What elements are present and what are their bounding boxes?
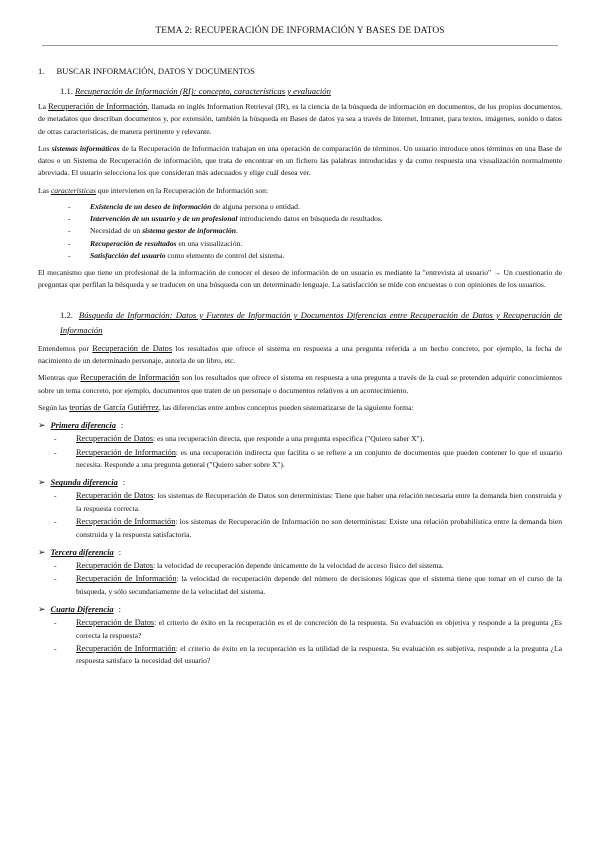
paragraph-recuperacion-datos bbox=[38, 343, 562, 368]
text-run: Los bbox=[38, 143, 52, 153]
diff-text: : el criterio de éxito en la recuperación es el de concreción de la respuesta. Su evaluación es objetiva y responde a la pregunta ¿Es correcta la respuesta? bbox=[76, 618, 562, 640]
text-run: Según las bbox=[38, 402, 70, 412]
bold-term: sistemas informáticos bbox=[51, 143, 120, 153]
diff-term: Recuperación de Información bbox=[76, 574, 177, 584]
subsection-title: Recuperación de Información (RI): concepto, características y evaluación bbox=[75, 86, 331, 96]
diff-list-4 bbox=[38, 617, 562, 668]
list-item bbox=[76, 433, 562, 445]
section-heading-1 bbox=[38, 66, 562, 76]
diff-text: : la velocidad de recuperación depende del número de decisiones lógicas que el sistema tiene que tomar en el curso de la búsqueda, y sólo secundariamente de la velocidad del sistema. bbox=[76, 574, 562, 596]
diff-heading-1: ➢ Primera diferencia : bbox=[38, 420, 124, 431]
list-item bbox=[76, 516, 562, 541]
diff-list-3 bbox=[38, 560, 562, 598]
list-item bbox=[90, 213, 562, 225]
key-term: Recuperación de Datos bbox=[92, 343, 173, 353]
section-number: 1. bbox=[38, 66, 45, 76]
text-run: que intervienen en la Recuperación de Información son: bbox=[96, 185, 269, 195]
paragraph-garcia-gutierrez bbox=[38, 402, 562, 414]
diff-heading-3: ➢ Tercera diferencia : bbox=[38, 547, 122, 558]
arrow-bullet-icon: ➢ bbox=[38, 420, 46, 431]
arrow-bullet-icon: ➢ bbox=[38, 547, 46, 558]
diff-text: : el criterio de éxito en la recuperación es la utilidad de la respuesta. Su evaluación es subjetiva, responde a la pregunta ¿La respuesta satisface la necesidad del usuario? bbox=[76, 644, 562, 666]
diff-text: : los sistemas de Recuperación de Información no son deterministas: Existe una relación probabilística entre la demanda bien construida y la respuesta satisfactoria. bbox=[76, 517, 562, 539]
list-item bbox=[76, 490, 562, 515]
subsection-number: 1.1. bbox=[60, 86, 73, 96]
list-item bbox=[90, 201, 562, 213]
bold-term: Existencia de un deseo de información bbox=[90, 202, 212, 212]
diff-term: Recuperación de Información bbox=[76, 447, 176, 457]
diff-text: : la velocidad de recuperación depende únicamente de la velocidad de acceso físico del sistema. bbox=[152, 561, 444, 571]
list-item bbox=[76, 617, 562, 642]
text-run: , llamada en inglés Information Retrieval (IR), es la ciencia de la búsqueda de información en documentos, de los propios documentos, de metadatos que describan documentos y, por extensión, también la búsqueda en Bases de datos ya sea a través de Internet, Intranet, para textos, imágenes, sonido o datos de otras características, de manera pertinente y relevante. bbox=[38, 102, 562, 136]
diff-term: Recuperación de Información bbox=[76, 517, 176, 527]
diff-term: Recuperación de Datos bbox=[76, 491, 154, 501]
paragraph-recuperacion-informacion bbox=[38, 372, 562, 397]
diff-term: Recuperación de Datos bbox=[76, 561, 153, 571]
page-header: TEMA 2: RECUPERACIÓN DE INFORMACIÓN Y BASES DE DATOS bbox=[155, 26, 445, 36]
diff-list-2 bbox=[38, 490, 562, 541]
paragraph-ri-definition bbox=[38, 101, 562, 138]
bold-term: Intervención de un usuario y de un profesional bbox=[90, 214, 238, 224]
diff-text: : es una recuperación directa, que responde a una pregunta específica ("Quiero saber X"). bbox=[152, 434, 425, 444]
header-rule bbox=[42, 45, 558, 46]
subsection-heading-1-1 bbox=[60, 86, 562, 96]
diff-list-1 bbox=[38, 433, 562, 471]
text-run: Las bbox=[38, 185, 51, 195]
bold-term: Recuperación de resultados bbox=[90, 238, 177, 248]
diff-heading-2: ➢ Segunda diferencia : bbox=[38, 477, 126, 488]
arrow-bullet-icon: ➢ bbox=[38, 477, 46, 488]
section-title: BUSCAR INFORMACIÓN, DATOS Y DOCUMENTOS bbox=[56, 66, 255, 76]
text-run: de la Recuperación de Información trabajan en una operación de comparación de términos. Un usuario introduce unos términos en una Base de datos o un Sistema de Recuperación de información, que trata de encontrar en un fichero las palabras introducidas y da como respuesta una visualización normalmente abreviada. El usuario selecciona los que consideran más adecuados y elige cuál desea ver. bbox=[38, 143, 562, 178]
diff-text: : los sistemas de Recuperación de Datos son deterministas: Tiene que haber una relación necesaria entre la demanda bien construida y la respuesta correcta. bbox=[76, 491, 562, 513]
diff-term: Recuperación de Datos bbox=[76, 434, 153, 444]
diff-label: Segunda diferencia bbox=[50, 478, 118, 488]
arrow-bullet-icon: ➢ bbox=[38, 604, 46, 615]
diff-term: Recuperación de Datos bbox=[76, 618, 155, 628]
bold-term: Satisfacción del usuario bbox=[90, 250, 166, 260]
paragraph-entrevista: El mecanismo que tiene un profesional de la información de conocer el deseo de información de un usuario es mediante la "entrevista al usuario" → Un cuestionario de preguntas que perfilan la búsqueda y se traducen en una búsqueda con un determinado lenguaje. La satisfacción se mide con encuestas o con opiniones de los usuarios. bbox=[38, 268, 562, 290]
text-run: , las diferencias entre ambos conceptos pueden sistematizarse de la siguiente forma: bbox=[158, 402, 414, 412]
list-item bbox=[90, 250, 562, 262]
subsection-title: Búsqueda de Información: Datos y Fuentes de Información y Documentos Diferencias entre Recuperación de Datos y Recuperación de Información bbox=[60, 309, 562, 335]
text-run: de alguna persona o entidad. bbox=[211, 202, 300, 212]
text-run: los resultados que ofrece el sistema en respuesta a una pregunta referida a un hecho concreto, por ejemplo, la fecha de nacimiento de un determinado personaje, autoría de un libro, etc. bbox=[38, 343, 562, 365]
key-term: características bbox=[50, 185, 97, 195]
subsection-heading-1-2 bbox=[60, 308, 562, 338]
diff-heading-4: ➢ Cuarta Diferencia : bbox=[38, 604, 121, 615]
text-run: en una visualización. bbox=[176, 238, 243, 248]
diff-label: Cuarta Diferencia bbox=[50, 605, 114, 615]
text-run: como elemento de control del sistema. bbox=[165, 250, 285, 260]
key-term: Recuperación de Información bbox=[80, 373, 180, 383]
text-run: La bbox=[38, 102, 49, 111]
list-item bbox=[76, 560, 562, 572]
caracteristicas-list bbox=[38, 201, 562, 262]
diff-label: Tercera diferencia bbox=[50, 548, 114, 558]
paragraph-sistemas bbox=[38, 143, 562, 180]
text-run: . bbox=[235, 226, 238, 236]
key-term: teorías de García Gutiérrez bbox=[69, 402, 159, 412]
diff-text: : es una recuperación indirecta que facilita o se refiere a un conjunto de documentos que pueden contener lo que el usuario necesita. Responde a una pregunta general ("Quiero saber sobre X"). bbox=[76, 447, 562, 469]
list-item bbox=[76, 447, 562, 472]
text-run: son los resultados que ofrece el sistema en respuesta a una pregunta a través de la cual se pretenden adquirir conocimientos sobre un tema concreto, por ejemplo, documentos que traten de un personaje o documentos relativos a un acontecimiento. bbox=[38, 373, 562, 395]
key-term: Recuperación de Información bbox=[48, 102, 148, 111]
paragraph-caracteristicas bbox=[38, 185, 562, 197]
diff-label: Primera diferencia bbox=[50, 421, 116, 431]
text-run: Necesidad de un bbox=[90, 226, 143, 236]
list-item bbox=[90, 238, 562, 250]
list-item bbox=[76, 573, 562, 598]
list-item bbox=[76, 643, 562, 668]
diff-term: Recuperación de Información bbox=[76, 644, 176, 654]
text-run: introduciendo datos en búsqueda de resultados. bbox=[237, 214, 383, 224]
text-run: Mientras que bbox=[38, 373, 81, 383]
list-item bbox=[90, 225, 562, 237]
text-run: Entendemos por bbox=[38, 343, 93, 353]
bold-term: sistema gestor de información bbox=[142, 226, 236, 236]
subsection-number: 1.2. bbox=[60, 309, 73, 320]
